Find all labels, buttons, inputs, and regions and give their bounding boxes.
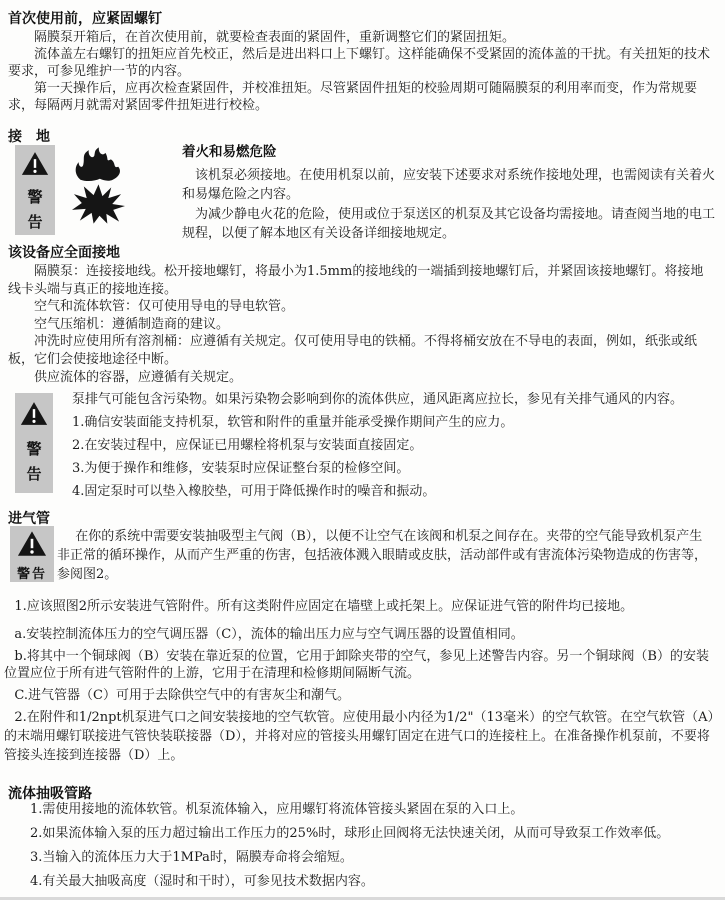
paragraph: 该机泵必须接地。在使用机泵以前，应安装下述要求对系统作接地处理，也需阅读有关着火和易爆危险之内容。 — [182, 167, 716, 202]
paragraph: 隔膜泵开箱后，在首次使用前，就要检查表面的紧固件，重新调整它们的紧固扭矩。 — [34, 30, 516, 45]
warning-box — [15, 393, 53, 493]
paragraph: 泵排气可能包含污染物。如果污染物会影响到你的流体供应，通风距离应拉长，参见有关排气通风的内容。 — [72, 392, 684, 407]
grounding-warning-text — [182, 142, 715, 244]
list-item: 1.需使用接地的流体软管。机泵流体输入，应用螺钉将流体管接头紧固在泵的入口上。 — [30, 802, 524, 817]
section-heading-tighten-screws: 首次使用前，应紧固螺钉 — [8, 10, 162, 26]
sub-heading-fire-hazard: 着火和易燃危险 — [182, 144, 277, 159]
list-item: 4.有关最大抽吸高度（湿时和干时），可参见技术数据内容。 — [30, 874, 374, 889]
section-heading-air-inlet: 进气管 — [8, 510, 50, 526]
warning-triangle-icon — [20, 401, 48, 430]
list-item: a.安装控制流体压力的空气调压器（C），流体的输出压力应与空气调压器的设置值相同。 — [14, 627, 524, 642]
explosion-icon — [72, 184, 125, 228]
section-heading-full-grounding: 该设备应全面接地 — [8, 244, 120, 260]
paragraph: 供应流体的容器，应遵循有关规定。 — [34, 369, 243, 385]
flame-icon — [74, 147, 122, 185]
paragraph: 流体盖左右螺钉的扭矩应首先校正，然后是进出料口上下螺钉。这样能确保不受紧固的流体盖的干扰。有关扭矩的技术要求，可参见维护一节的内容。 — [8, 47, 711, 79]
air-valve-warning-text — [57, 527, 715, 584]
paragraph: 隔膜泵：连接接地线。松开接地螺钉，将最小为1.5mm的接地线的一端插到接地螺钉后，并紧固该接地螺钉。将接地线卡头端与真正的接地连接。 — [8, 264, 704, 297]
paragraph: 第一天操作后，应再次检查紧固件，并校准扭矩。尽管紧固件扭矩的校验周期可随隔膜泵的利用率而变，作为常规要求，每隔两月就需对紧固零件扭矩进行校检。 — [8, 81, 698, 113]
warning-triangle-icon — [21, 151, 49, 180]
list-item: 2.在安装过程中，应保证已用螺栓将机泵与安装面直接固定。 — [72, 438, 423, 453]
warning-label: 告 — [27, 214, 43, 231]
warning-label: 警 — [27, 189, 43, 206]
grounding-instructions — [8, 263, 715, 386]
paragraph: 空气压缩机：遵循制造商的建议。 — [34, 316, 230, 332]
fluid-suction-list — [30, 802, 715, 898]
list-item: 4.固定泵时可以垫入橡胶垫，可用于降低操作时的噪音和振动。 — [72, 484, 436, 499]
section-heading-fluid-suction: 流体抽吸管路 — [8, 785, 92, 801]
list-item: 3.当输入的流体压力大于1MPa时，隔膜寿命将会缩短。 — [30, 850, 353, 865]
paragraph: 冲洗时应使用所有溶剂桶：应遵循有关规定。仅可使用导电的铁桶。不得将桶安放在不导电的表面，例如，纸张或纸板，它们会使接地途径中断。 — [8, 334, 698, 367]
warning-box — [10, 526, 54, 582]
mounting-warning-text — [72, 391, 715, 500]
warning-label: 警 — [26, 441, 42, 458]
paragraph: 空气和流体软管：仅可使用导电的导电软管。 — [34, 299, 295, 315]
list-item: C.进气管器（C）可用于去除供空气中的有害灰尘和潮气。 — [14, 688, 350, 703]
section-heading-grounding: 接 地 — [8, 128, 50, 144]
warning-box — [15, 145, 55, 235]
list-item: b.将其中一个铜球阀（B）安装在靠近泵的位置，它用于卸除夹带的空气，参见上述警告内容。另一个铜球阀（B）的安装位置应位于所有进气管附件的上游，它用于在清理和检修期间隔断气流。 — [4, 649, 709, 681]
list-item: 1.应该照图2所示安装进气管附件。所有这类附件应固定在墙壁上或托架上。应保证进气管的附件均已接地。 — [14, 599, 634, 614]
warning-label: 警告 — [16, 566, 47, 581]
paragraph: 为减少静电火花的危险，使用或位于泵送区的机泵及其它设备均需接地。请查阅当地的电工规程，以便了解本地区有关设备详细接地规定。 — [182, 206, 716, 241]
paragraph: 在你的系统中需要安装抽吸型主气阀（B），以便不让空气在该阀和机泵之间存在。夹带的空气能导致机泵产生非正常的循环操作，从而产生严重的伤害，包括液体溅入眼睛或皮肤，活动部件或有害流体污染物造成的伤害等，参阅图2。 — [57, 529, 708, 582]
list-item: 2.在附件和1/2npt机泵进气口之间安装接地的空气软管。应使用最小内径为1/2"（13毫米）的空气软管。在空气软管（A）的末端用螺钉联接进气管快装联接器（D），并将对应的管接头用螺钉固定在进气口的连接柱上。在准备操作机泵前，不要将管接头连接到连接器（D）上。 — [4, 710, 714, 763]
list-item: 3.为便于操作和维修，安装泵时应保证整台泵的检修空间。 — [72, 461, 410, 476]
warning-label: 告 — [26, 466, 42, 483]
warning-triangle-icon — [17, 530, 47, 561]
list-item: 1.确信安装面能支持机泵，软管和附件的重量并能承受操作期间产生的应力。 — [72, 415, 514, 430]
list-item: 2.如果流体输入泵的压力超过输出工作压力的25%时，球形止回阀将无法快速关闭，从而可导致泵工作效率低。 — [30, 826, 670, 841]
